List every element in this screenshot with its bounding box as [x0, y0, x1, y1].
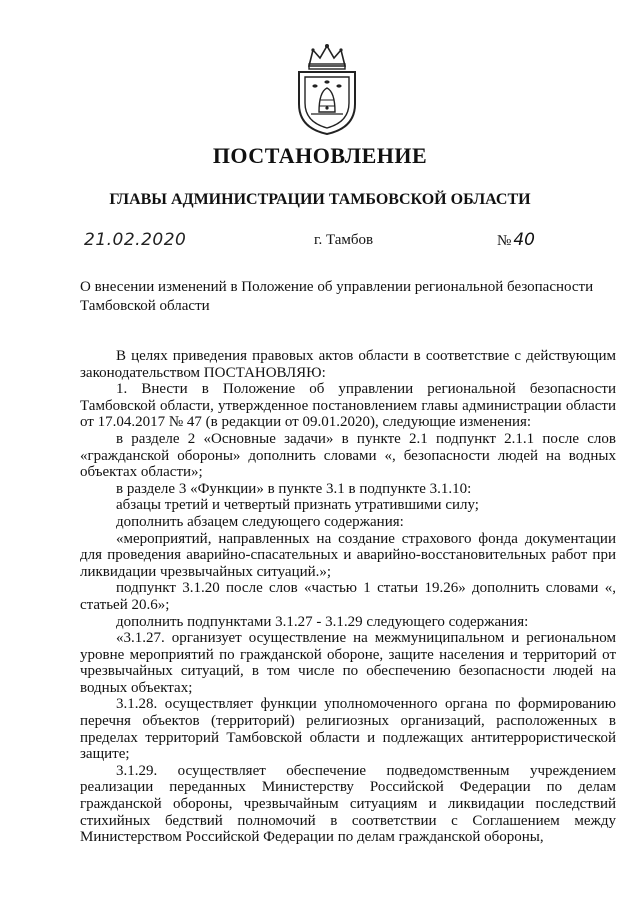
document-city: г. Тамбов — [314, 232, 374, 248]
paragraph: в разделе 2 «Основные задачи» в пункте 2.1 подпункт 2.1.1 после слов «гражданской обороны» дополнить словами «, безопасности людей на водных объектах области»; — [80, 430, 616, 481]
number-value: 40 — [513, 230, 535, 250]
document-title: ПОСТАНОВЛЕНИЕ — [212, 143, 428, 168]
paragraph: абзацы третий и четвертый признать утратившими силу; — [116, 497, 479, 514]
paragraph: подпункт 3.1.20 после слов «частью 1 статьи 19.26» дополнить словами «, статьей 20.6»; — [80, 580, 616, 613]
document-date: 21.02.2020 — [84, 230, 187, 250]
paragraph: дополнить абзацем следующего содержания: — [116, 513, 404, 530]
paragraph: в разделе 3 «Функции» в пункте 3.1 в подпункте 3.1.10: — [116, 480, 472, 497]
document-subtitle: ГЛАВЫ АДМИНИСТРАЦИИ ТАМБОВСКОЙ ОБЛАСТИ — [109, 191, 531, 208]
coat-of-arms-icon — [291, 42, 363, 136]
paragraph: 3.1.28. осуществляет функции уполномоченного органа по формированию перечня объектов (территорий) религиозных организаций, расположенных в пределах территорий Тамбовской области и подлежащих антитеррористической защите; — [80, 696, 616, 763]
paragraph: 3.1.29. осуществляет обеспечение подведомственным учреждением реализации переданных Министерству Российской Федерации по делам гражданской обороны, чрезвычайным ситуациям и ликвидации последствий стихийных бедствий полномочий в соответствии с Соглашением между Министерством Российской Федерации по делам гражданской обороны, — [80, 762, 616, 846]
number-prefix: № — [497, 233, 512, 249]
document-number — [497, 230, 535, 250]
document-body — [80, 348, 616, 846]
paragraph: дополнить подпунктами 3.1.27 - 3.1.29 следующего содержания: — [116, 613, 529, 630]
paragraph: В целях приведения правовых актов области в соответствие с действующим законодательством ПОСТАНОВЛЯЮ: — [80, 348, 616, 381]
document-subject: О внесении изменений в Положение об управлении региональной безопасности Тамбовской области — [80, 279, 594, 314]
paragraph: «мероприятий, направленных на создание страхового фонда документации для проведения аварийно-спасательных и аварийно-восстановительных работ при ликвидации чрезвычайных ситуаций.»; — [80, 530, 616, 580]
paragraph: 1. Внести в Положение об управлении региональной безопасности Тамбовской области, утвержденное постановлением главы администрации области от 17.04.2017 № 47 (в редакции от 09.01.2020), следующие изменения: — [80, 381, 616, 431]
paragraph: «3.1.27. организует осуществление на межмуниципальном и региональном уровне мероприятий по гражданской обороне, защите населения и территорий от чрезвычайных ситуаций, в том числе по обеспечению безопасности людей на водных объектах; — [80, 630, 616, 696]
